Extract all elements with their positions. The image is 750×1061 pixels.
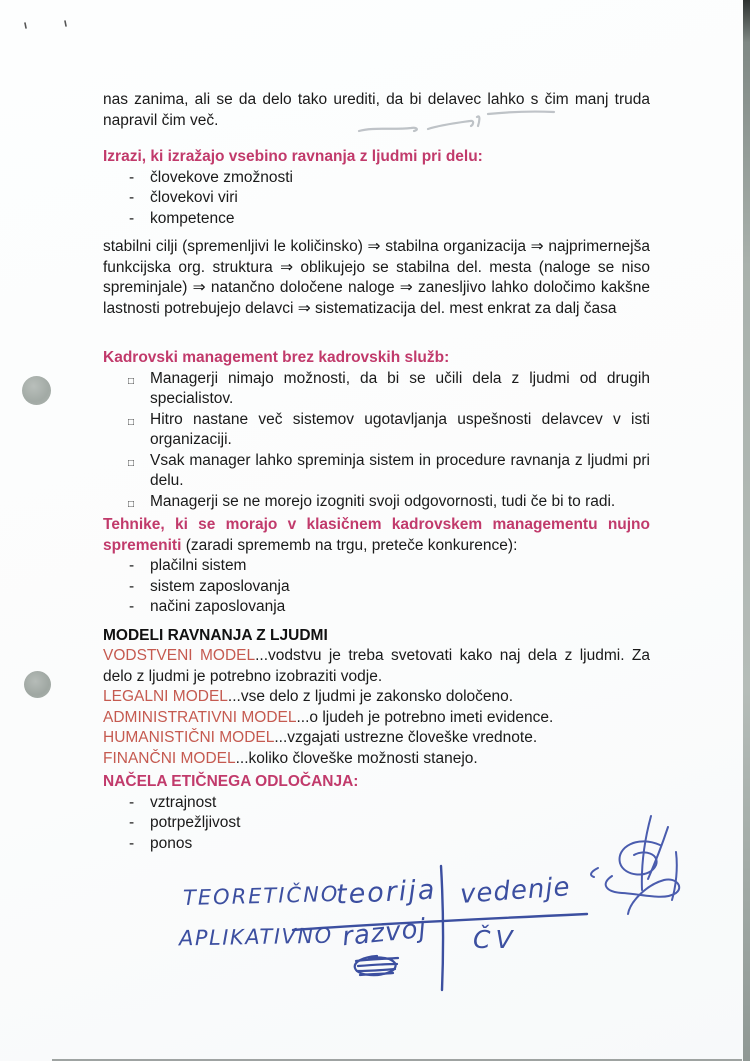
list-item <box>103 577 650 598</box>
heading-modeli: MODELI RAVNANJA Z LJUDMI <box>103 626 328 644</box>
model-entry <box>103 749 650 770</box>
list-item <box>103 492 650 513</box>
list-item-label: sistem zaposlovanja <box>150 577 290 595</box>
model-name: LEGALNI MODEL <box>103 688 228 705</box>
model-name: ADMINISTRATIVNI MODEL <box>103 708 297 726</box>
model-entry <box>103 687 650 708</box>
list-item-label: potrpežljivost <box>150 814 241 831</box>
list-item-label: človekovi viri <box>150 189 238 206</box>
dash-bullet-icon: - <box>129 209 135 227</box>
list-item-label: ponos <box>150 834 193 852</box>
list-item <box>103 410 650 451</box>
list-item-label: kompetence <box>150 209 235 227</box>
dash-bullet-icon: - <box>129 577 135 595</box>
handwritten-word-cv: ČV <box>473 925 518 954</box>
dash-bullet-icon: - <box>129 814 135 831</box>
heading-kadrovski: Kadrovski management brez kadrovskih služb: <box>103 349 450 366</box>
model-desc: ...vodstvu je treba svetovati kako naj dela z ljudmi. Za delo z ljudmi je potrebno izobraziti vodje. <box>103 647 651 685</box>
square-bullet-icon: □ <box>128 375 135 387</box>
heading-nacela: NAČELA ETIČNEGA ODLOČANJA: <box>103 773 359 790</box>
list-izrazi <box>103 168 650 230</box>
list-item <box>103 209 650 230</box>
square-bullet-icon: □ <box>128 416 135 428</box>
list-item-label: človekove zmožnosti <box>150 168 294 186</box>
hole-punch <box>22 376 51 405</box>
list-nacela <box>103 793 650 855</box>
dash-bullet-icon: - <box>129 557 135 574</box>
list-item <box>103 597 650 618</box>
list-item <box>103 793 650 814</box>
intro-paragraph: nas zanima, ali se da delo tako urediti, da bi delavec lahko s čim manj truda napravil čim več. <box>103 91 650 129</box>
list-item <box>103 188 650 209</box>
list-item-label: Hitro nastane več sistemov ugotavljanja uspešnosti delavcev v isti organizaciji. <box>150 410 650 448</box>
model-desc: ...o ljudeh je potrebno imeti evidence. <box>296 708 554 726</box>
model-desc: ...vzgajati ustrezne človeške vrednote. <box>274 729 538 746</box>
list-item <box>103 556 650 577</box>
list-item-label: Managerji se ne morejo izogniti svoji odgovornosti, tudi če bi to radi. <box>150 492 616 510</box>
list-item-label: plačilni sistem <box>150 557 247 574</box>
model-name: FINANČNI MODEL <box>103 749 236 767</box>
list-item <box>103 168 650 189</box>
dash-bullet-icon: - <box>129 598 135 615</box>
list-item <box>103 451 650 492</box>
list-item-label: Vsak manager lahko spreminja sistem in procedure ravnanja z ljudmi pri delu. <box>150 451 650 489</box>
modeli-entries <box>103 646 650 769</box>
list-kadrovski <box>103 369 650 513</box>
list-item-label: vztrajnost <box>150 793 217 811</box>
handwritten-word-aplikativno: APLIKATIVNO <box>178 923 333 951</box>
heading-tehnike-black: (zaradi sprememb na trgu, preteče konkurence): <box>181 536 518 554</box>
model-desc: ...vse delo z ljudmi je zakonsko določeno. <box>227 688 514 705</box>
model-name: HUMANISTIČNI MODEL <box>103 729 275 746</box>
list-item <box>103 369 650 410</box>
square-bullet-icon: □ <box>128 498 135 510</box>
model-name: VODSTVENI MODEL <box>103 647 256 664</box>
model-entry <box>103 708 650 729</box>
scan-edge-strip <box>743 0 750 1061</box>
scan-specks <box>25 21 66 28</box>
model-entry <box>103 728 650 749</box>
model-entry <box>103 646 650 687</box>
stabilni-paragraph: stabilni cilji (spremenljivi le količinsko) ⇒ stabilna organizacija ⇒ najprimernejša funkcijska org. struktura ⇒ oblikujejo se stabilna del. mesta (naloge se niso spreminjale) ⇒ natančno določene naloge ⇒ zanesljivo lahko določimo kakšne lastnosti potrebujejo delavci ⇒ sistematizacija del. mest enkrat za dalj časa <box>103 238 650 317</box>
handwritten-word-razvoj: razvoj <box>340 913 429 953</box>
list-item <box>103 834 650 855</box>
handwritten-word-teoreticno: TEORETIČNO <box>182 881 340 911</box>
list-tehnike <box>103 556 650 618</box>
handwritten-underline <box>293 914 587 930</box>
hole-punch <box>24 671 51 698</box>
list-item-label: Managerji nimajo možnosti, da bi se učili dela z ljudmi od drugih specialistov. <box>150 369 650 407</box>
handwritten-word-vedenje: vedenje <box>459 872 572 910</box>
handwritten-vertical-divider <box>441 866 443 990</box>
dash-bullet-icon: - <box>129 189 135 206</box>
heading-tehnike <box>103 515 650 556</box>
document-body <box>103 90 650 854</box>
dash-bullet-icon: - <box>129 168 135 186</box>
model-desc: ...koliko človeške možnosti stanejo. <box>235 749 478 767</box>
dash-bullet-icon: - <box>129 793 135 811</box>
handwritten-word-teorija: teorija <box>335 874 438 911</box>
dash-bullet-icon: - <box>129 834 135 852</box>
list-item-label: načini zaposlovanja <box>150 598 286 615</box>
heading-izrazi: Izrazi, ki izražajo vsebino ravnanja z ljudmi pri delu: <box>103 148 483 165</box>
heading-tehnike-pink: Tehnike, ki se morajo v klasičnem kadrovskem managementu nujno spremeniti <box>103 516 650 554</box>
list-item <box>103 813 650 834</box>
handwritten-scribble-out <box>355 956 398 975</box>
square-bullet-icon: □ <box>128 457 135 469</box>
